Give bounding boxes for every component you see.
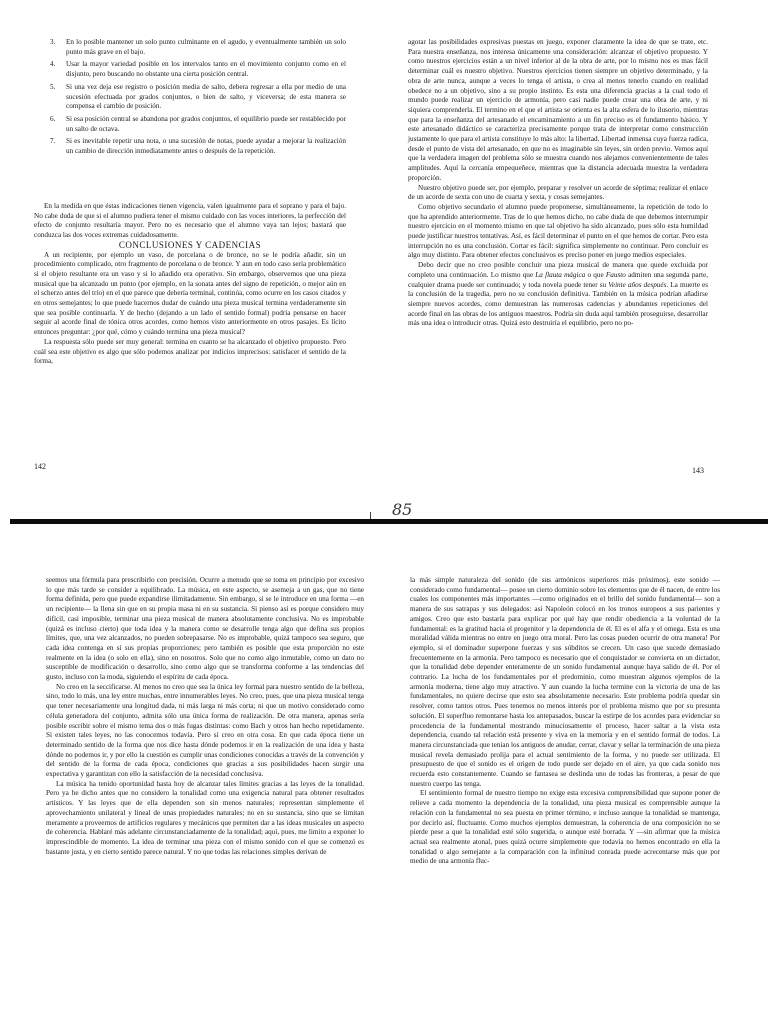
list-item bbox=[50, 60, 346, 79]
paragraph: La música ha tenido oportunidad hasta hoy de alcanzar tales límites gracias a las leyes de la tonalidad. Pero ya he dicho antes que no considero la tonalidad como una exigencia natural para obtener resultados artísticos. Y las leyes que de ella dependen son sin menos naturales; representan simplemente el aprovechamiento unilateral y lineal de unas propiedades naturales; no en su sustancia, sino que se limitan meramente a proveernos de artificios regulares y mecánicos que permiten dar a las ideas musicales un aspecto de coherencia. Hablaré más adelante circunstanciadamente de la tonalidad; aquí, pues, me limito a exponer lo imprescindible de momento. La idea de terminar una pieza con el mismo sonido con el que se comenzó es bastante justa, y en cierto sentido parece natural. Y no que todas las relaciones simples derivan de bbox=[46, 779, 364, 856]
paragraph: La respuesta sólo puede ser muy general: termina en cuanto se ha alcanzado el objetivo propuesto. Pero cuál sea este objetivo es algo que sólo podemos analizar por indicios imprecisos: satisfacer el sentido de la forma, bbox=[34, 337, 346, 366]
bottom-right-page bbox=[400, 560, 730, 1020]
section-heading: CONCLUSIONES Y CADENCIAS bbox=[118, 239, 262, 250]
top-left-body bbox=[34, 202, 346, 367]
list-item bbox=[50, 137, 346, 156]
list-item bbox=[50, 115, 346, 134]
list-item-text: Si esa posición central se abandona por grados conjuntos, el equilibrio puede ser restablecido por un salto de octava. bbox=[66, 114, 346, 133]
page-number: 143 bbox=[692, 466, 704, 475]
list-item-text: Si es inevitable repetir una nota, o una sucesión de notas, puede ayudar a mejorar la realización un cambio de dirección inmediatamente antes o después de la repetición. bbox=[66, 137, 346, 156]
top-left-column bbox=[50, 38, 346, 160]
text-run: admiten una segunda parte, cualquier drama puede ser continuado; y toda novela puede tener su bbox=[408, 270, 708, 289]
bottom-left-column bbox=[46, 576, 364, 857]
list-item-text: Usar la mayor variedad posible en los intervalos tanto en el movimiento conjunto como en el disjunto, pero buscando no obstante una cierta posición central. bbox=[66, 60, 346, 79]
list-item-number: 4. bbox=[50, 60, 56, 69]
page-number: 142 bbox=[34, 462, 46, 471]
list-item bbox=[50, 38, 346, 57]
list-item-number: 6. bbox=[50, 114, 56, 123]
work-title: Fausto bbox=[605, 270, 626, 279]
paragraph: No creo en la seccificarse. Al menos no creo que sea la única ley formal para nuestro sentido de la belleza, sino, todo lo más, una ley entre muchas, entre innumerables leyes. No creo, pues, que una pieza musical tenga que tener necesariamente una longitud dada, ni más larga ni más corta; ni que un motivo considerado como célula generadora del conjunto, admita sólo una única forma de realización. De otra manera, apenas sería posible escribir sobre el mismo tema dos o más fugas distintas: como Bach y otros han hecho repetidamente. Si existen tales leyes, no las conocemos todavía. Pero sí creo en otra cosa. En que cada época tiene un determinado sentido de la forma que nos dice hasta dónde podemos ir en la realización de una idea y hasta dónde no podemos ir, y por ello la cuestión es cumplir unas condiciones conocidas a través de la convención y del sentido de la forma de cada época, condiciones que gracias a sus posibilidades hacen surgir una expectativa y garantizan con ello la satisfacción de la necesidad conclusiva. bbox=[46, 682, 364, 779]
list-item-number: 5. bbox=[50, 82, 56, 91]
work-title: La flauta mágica bbox=[535, 270, 586, 279]
bottom-left-page bbox=[30, 560, 370, 1020]
paragraph: En la medida en que éstas indicaciones tienen vigencia, valen igualmente para el soprano y para el bajo. No cabe duda de que si el alumno pudiera tener el mismo cuidado con las voces interiores, la perfección del efecto de conjunto resultaría mayor. Pero no es necesario que el alumno vaya tan lejos; bastará que conduzca las dos voces extremas cuidadosamente. bbox=[34, 202, 346, 240]
paragraph: agotar las posibilidades expresivas puestas en juego, exponer claramente la idea de que se trate, etc. Para nuestra enseñanza, nos interesa únicamente una consideración: alcanzar el objetivo propuesto. Y como nuestros ejercicios están a un nivel inferior al de la obra de arte, por lo mismo nos es mas fácil determinar cuál es nuestro objetivo. Nuestros ejercicios tienen siempre un objetivo determinado, y la obra de arte nunca, aunque a veces lo tenga el artista, o crea al menos tenerlo cuando en realidad obedece no a un objetivo, sino a su propio instinto. Es esta una diferencia gracias a la cual todo el mundo puede realizar un ejercicio de armonía, pero casi nadie puede crear una obra de arte, y ni siquiera comprenderla. El termino en el que el artista se orienta es la alta esfera de lo ilusorio, mientras que para la enseñanza del artesanado el encaminamiento a un fin preciso es el fundamento básico. Y este artesanado didáctico se caracteriza precisamente porque trata de interpretar como construcción justamente lo que para el artista constituye lo más alto: la libertad. Libertad inmensa cuya fuerza radica, desde el punto de vista del artesanado, en que no es imaginable sin leyes, sin orden previo. Vemos aquí que la verdadera imagen del problema sólo se muestra cuando nos alejamos convenientemente de tales amplitudes. Aquí la cercanía empequeñece, mientras que la distancia adecuada muestra la verdadera proporción. bbox=[408, 38, 708, 182]
list-item-text: En lo posible mantener un solo punto culminante en el agudo, y eventualmente también un solo punto más grave en el bajo. bbox=[66, 38, 346, 56]
top-right-page bbox=[400, 30, 730, 500]
paragraph: Como objetivo secundario el alumno puede proponerse, simultáneamente, la repetición de todo lo que ha aprendido anteriormente. Tras de lo que hemos dicho, no cabe duda de que debemos interrumpir nuestro ejercicio en el momento mismo en que tal objetivo ha sido alcanzado, pues sólo esta humildad puede justificar nuestros tentativas. Así, es fácil determinar el punto en el que hemos de cortar. Pero esta interrupción no es una conclusión. Cortar es fácil: significa simplemente no continuar. Pero concluir es algo muy distinto. Para obtener efectos conclusivos es preciso poner en juego medios especiales. bbox=[408, 202, 708, 260]
list-item-text: Si una vez deja ese registro o posición media de salto, debera regresar a ella por medio de una sucesión efectuada por grados conjuntos, o bien de salto, y viceversa; de esta manera se compensa el cambio de posición. bbox=[66, 82, 346, 111]
text-run: o que bbox=[585, 270, 606, 279]
list-item-number: 7. bbox=[50, 137, 56, 146]
paragraph: la más simple naturaleza del sonido (de sus armónicos superiores más próximos), este sonido —considerado como fundamental— posee un cierto dominio sobre los elementos que de él nacen, de entre los cuales los componentes más importantes —como originados en el brillo del sonido fundamental— son a manera de sus satrapas y sus delegados: así Napoleón colocó en los tronos europeos a sus parientes y amigos. Creo que esto bastaría para explicar por qué hay que rendir obediencia a la voluntad de la fundamental: es la gratitud hacia el progenitor y la dependencia de él. El es el alfa y el omega. Esta es una moralidad válida mientras no entre en juego otra moral. Pero las cosas pueden ocurrir de otra manera! Por ejemplo, si el dominador superpone fuerzas y sus súbditos se crecen. Un caso que sucede demasiado frecuentemente en la armonía. Pero tampoco es necesario que el conquistador se convierta en un dictador, que la tonalidad debe depender enteramente de un sonido fundamental aunque haya salido de él. Por el contrario. La lucha de los fundamentales por el predominio, como muestran algunos ejemplos de la armonía moderna, tiene algo muy atractivo. Y aun cuando la lucha termine con la victoria de una de las fundamentales, no quiere decirse que esto sea absolutamente necesario. Este problema podría quedar sin resolver, como tantos otros. Pues tenemos no menos interés por el problema mismo que por su presunta solución. El superfluo remontarse hasta los antepasados, buscar la estirpe de los acordes para evidenciar su procedencia de la fundamental mostrando minuciosamente el proceso, hacer saltar a la vista esta dependencia, cuando tal relación está presente y viva en la memoria y en el sentido formal de todos. La manera circunstanciada que tenían los antiguos de anudar, cerrar, clavar y sellar la terminación de una pieza musical revela demasiado prolija para el actual sentimiento de la forma, y no puede ser utilizada. El presupuesto de que el sonido es el origen de todo puede ser dejado en el aire, ya que cada sonido nos recuerda esto constantemente. Cuando se fantasea se deslinda uno de todas las fronteras, a pesar de que nuestro cuerpo las tenga. bbox=[410, 576, 720, 788]
paragraph: El sentimiento formal de nuestro tiempo no exige esta excesiva comprensibilidad que supone poner de relieve a cada momento la dependencia de la tonalidad, una pieza musical es comprensible aunque la relación con la fundamental no sea puesta en primer término, e incluso aunque la tonalidad se mantenga, por decirlo así, fluctuante. Como muchos ejemplos demuestran, la coherencia de una composición no se pierde pese a que la tonalidad esté sólo sugerida, o aunque esté borrada. Y —sin afirmar que la música actual sea realmente atonal, pues quizá ocurre simplemente que todavía no hemos encontrado en ella la tonalidad o algo semejante a la comparación con la infinitud conrada puede acrecentarse más que por medio de una armonía fluc- bbox=[410, 789, 720, 866]
list-item bbox=[50, 83, 346, 112]
paragraph: seemos una fórmula para prescribirlo con precisión. Ocurre a menudo que se toma en principio por excesivo lo que más tarde se consider a equilibrado. La música, en este aspecto, se asemeja a un gas, que no tiene forma definida, pero que puede expandirse ilimitadamente. Sin embargo, si se le introduce en una forma —en un recipiente— la llena sin que en su propia masa ni en su sustancia. Si pienso así es porque considero muy difícil, casi imposible, terminar una pieza musical de manera absolutamente conclusiva. No es improbable (quizá es incluso cierto) que toda idea y la manera como se desarrolle tenga algo que defina sus propios límites, que, una vez alcanzados, no pueden sobrepasarse. No es improbable, quizá tampoco sea seguro, que cada idea contenga en sí sus propias proporciones; pero también es posible que esta proporción no este realmente en la idea (o solo en ella), sino en nosotros. Solo que no como algo inmutable, como un dato no susceptible de modificación o desarrollo, sino como algo que se transforma conforme a las tendencias del gusto, incluso con la moda, siguiendo el espíritu de cada época. bbox=[46, 576, 364, 682]
page-separator-bar bbox=[10, 519, 768, 524]
bottom-right-column bbox=[410, 576, 720, 867]
text-run: . La muerte es la conclusión de la tragedia, pero no su conclusión definitiva. También en la música podrían añadirse siempre nuevos acordes, como demuestran las numerosas cadencias y abundantes repeticiones del acorde final en las obras de los antiguos maestros. Podría sin duda aquí también proseguirse, desarrollar más una idea o introducir otras. Quizá esto destruiría el equilibrio, pero no po- bbox=[408, 280, 708, 328]
top-right-column bbox=[408, 38, 708, 329]
text-run: Debo decir que no creo posible concluir una pieza musical de manera que quede excluida por completo una continuación. Lo mismo que bbox=[408, 261, 708, 279]
paragraph bbox=[408, 261, 708, 329]
paragraph: Nuestro objetivo puede ser, por ejemplo, preparar y resolver un acorde de séptima; realizar el enlace de un acorde de sexta con uno de cuarta y sexta, y cosas semejantes. bbox=[408, 183, 708, 202]
work-title: Veinte años después bbox=[608, 280, 667, 289]
top-left-page bbox=[20, 30, 350, 500]
paragraph: A un recipiente, por ejemplo un vaso, de porcelana o de bronce, no se le podría añadir, sin un procedimiento complicado, otro fragmento de porcelana o de bronce. Y aun en todo caso sería problemático si el objeto resultante era un vaso y si lo añadido era operativo. Sin embargo, observemos que una pieza musical que ha alcanzado un punto (por ejemplo, en la sonata antes del signo de repetición, o mejor aún en el scherzo antes del trío) en el que parece que debería terminal, continúa, como ocurre en los casos citados y en otros semejantes; lo que puede hacernos dudar de cuándo una pieza musical termina verdaderamente sin que sea posible continuarla. Y de hecho (dejando a un lado el sentido formal) podría pensarse en hacer seguir al acorde final de tónica otros acordes, como hemos visto anteriormente en otros pasajes. Es lícito entonces preguntar: ¿por qué, cómo y cuándo termina una pieza musical? bbox=[34, 250, 346, 337]
list-item-number: 3. bbox=[50, 38, 56, 46]
rules-list bbox=[50, 38, 346, 157]
handwritten-mark: 85 bbox=[392, 500, 413, 519]
